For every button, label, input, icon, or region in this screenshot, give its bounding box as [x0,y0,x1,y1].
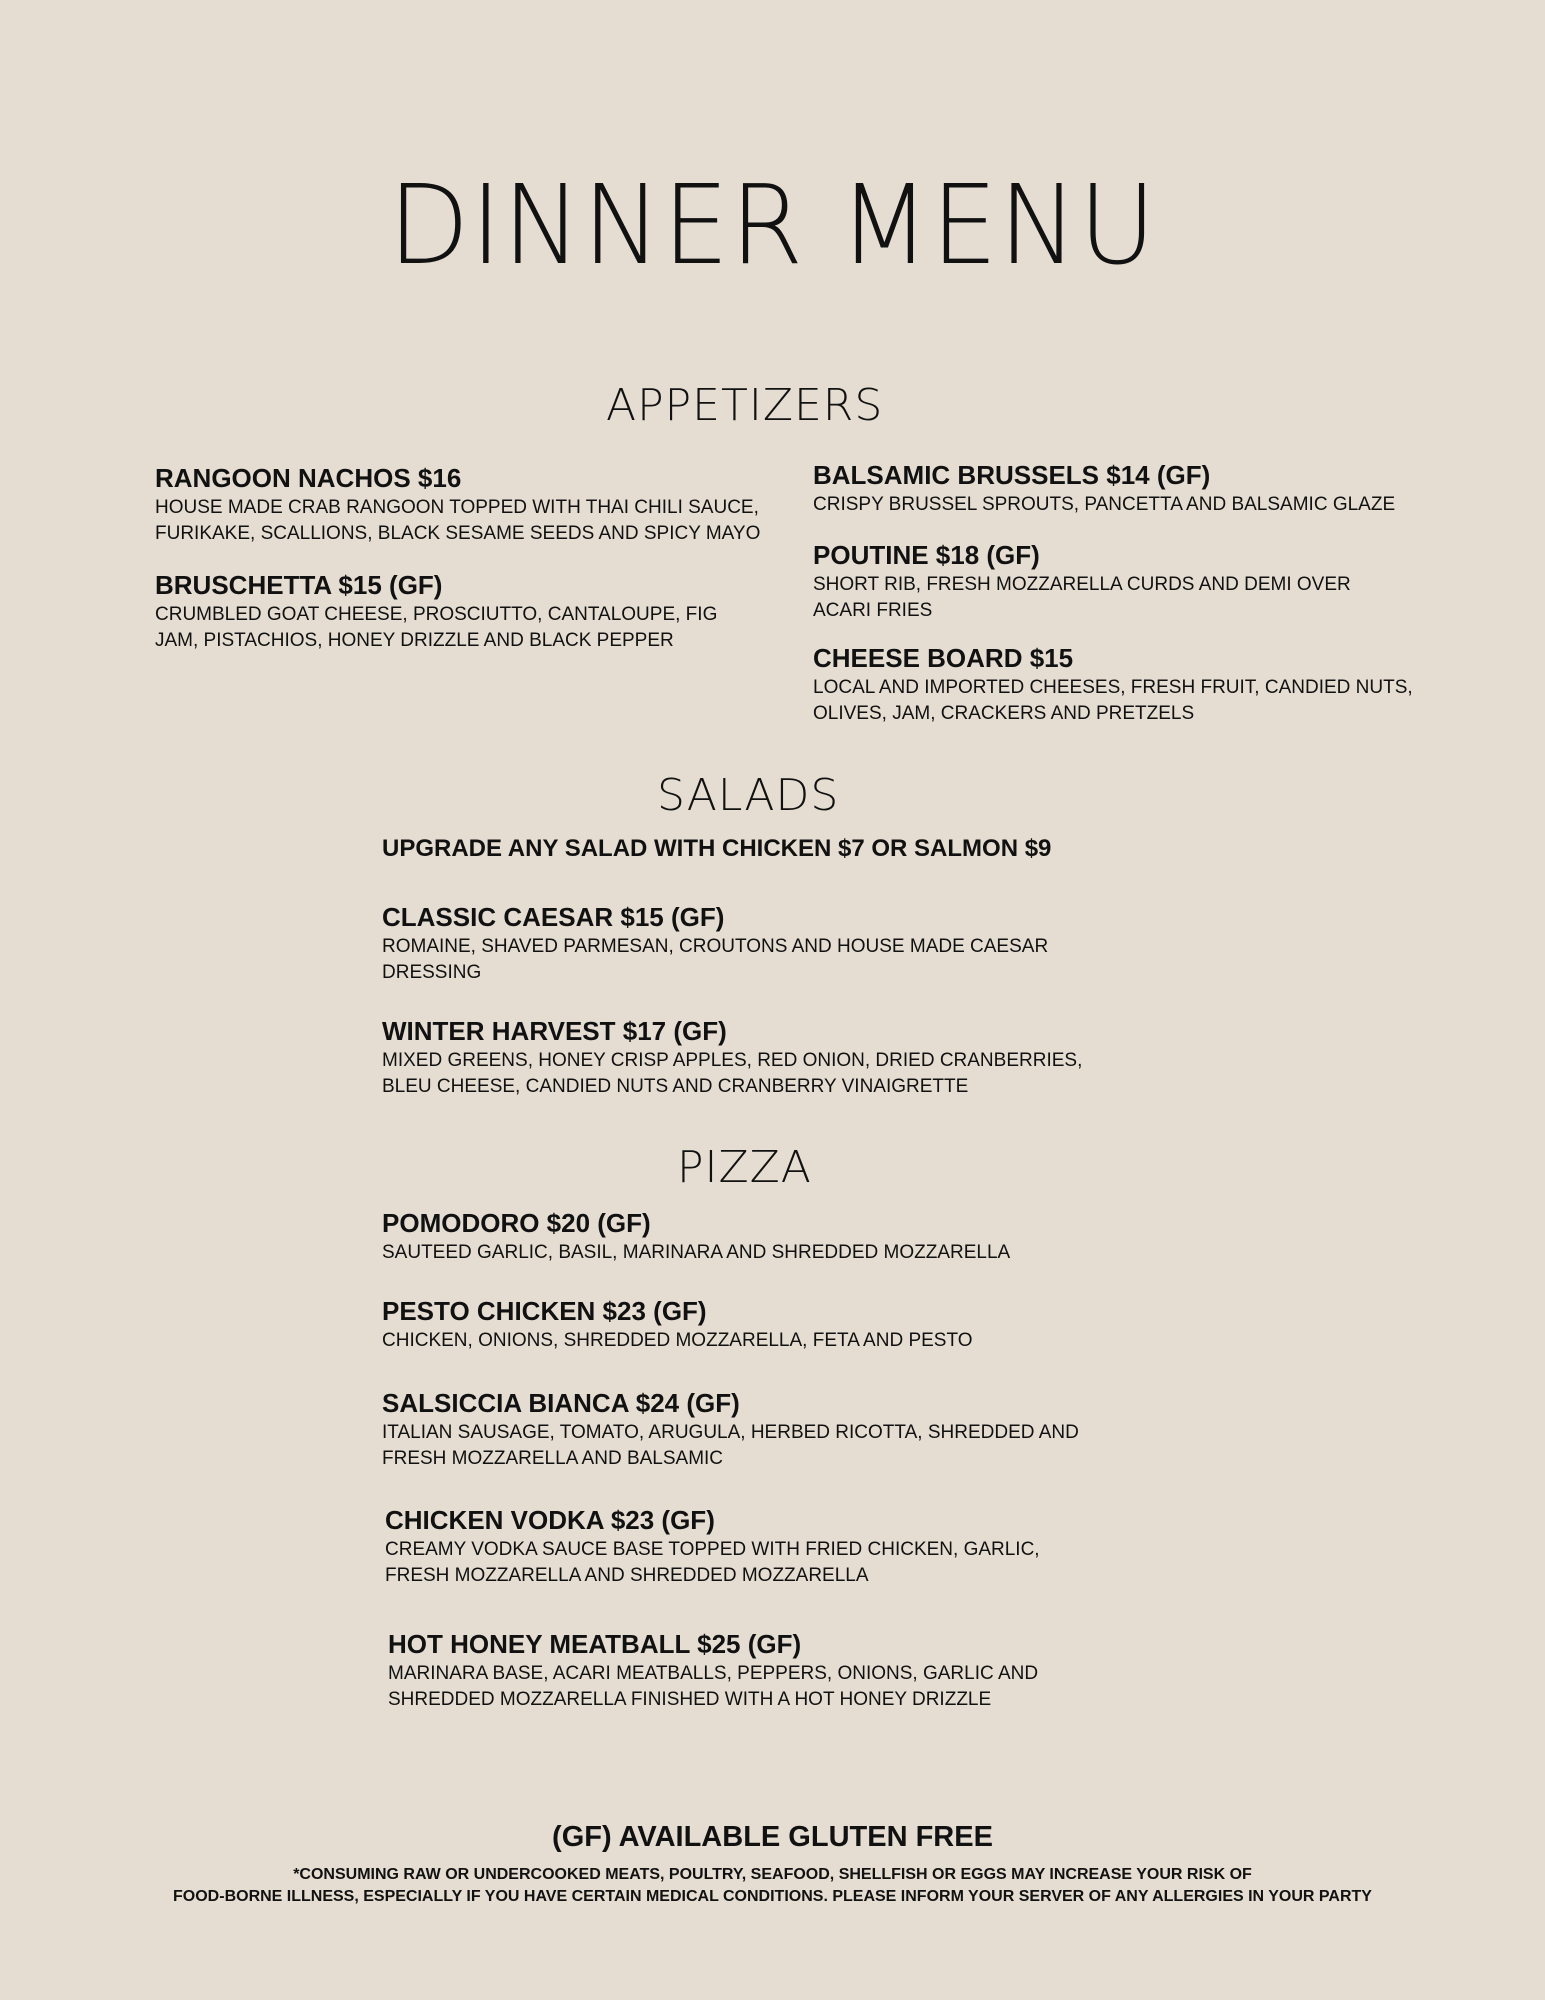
item-description: SHORT RIB, FRESH MOZZARELLA CURDS AND DEMI OVER ACARI FRIES [813,574,1351,621]
menu-item-salsiccia-bianca [382,1388,1102,1472]
item-name: BRUSCHETTA $15 (GF) [155,570,443,600]
salads-heading: SALADS [657,770,840,821]
menu-item-rangoon-nachos [155,463,775,547]
item-name: WINTER HARVEST $17 (GF) [382,1016,727,1046]
item-description: CRISPY BRUSSEL SPROUTS, PANCETTA AND BALSAMIC GLAZE [813,494,1396,515]
item-description: ROMAINE, SHAVED PARMESAN, CROUTONS AND HOUSE MADE CAESAR DRESSING [382,936,1049,983]
appetizers-heading: APPETIZERS [606,380,884,431]
salad-upgrade-note: UPGRADE ANY SALAD WITH CHICKEN $7 OR SALMON $9 [382,835,1052,862]
menu-title: DINNER MENU [388,161,1157,289]
item-name: POMODORO $20 (GF) [382,1208,651,1238]
item-description: HOUSE MADE CRAB RANGOON TOPPED WITH THAI CHILI SAUCE, FURIKAKE, SCALLIONS, BLACK SESAME SEEDS AND SPICY MAYO [155,497,761,544]
item-name: RANGOON NACHOS $16 [155,463,462,493]
menu-item-winter-harvest [382,1016,1102,1100]
menu-item-hot-honey-meatball [388,1629,1108,1713]
item-name: HOT HONEY MEATBALL $25 (GF) [388,1629,802,1659]
menu-item-cheese-board [813,643,1443,727]
item-description: SAUTEED GARLIC, BASIL, MARINARA AND SHREDDED MOZZARELLA [382,1242,1011,1263]
item-description: CRUMBLED GOAT CHEESE, PROSCIUTTO, CANTALOUPE, FIG JAM, PISTACHIOS, HONEY DRIZZLE AND BLACK PEPPER [155,604,718,651]
item-name: PESTO CHICKEN $23 (GF) [382,1296,707,1326]
pizza-heading: PIZZA [677,1142,812,1193]
menu-item-bruschetta [155,570,745,654]
item-description: MIXED GREENS, HONEY CRISP APPLES, RED ONION, DRIED CRANBERRIES, BLEU CHEESE, CANDIED NUTS AND CRANBERRY VINAIGRETTE [382,1050,1083,1097]
item-description: LOCAL AND IMPORTED CHEESES, FRESH FRUIT, CANDIED NUTS, OLIVES, JAM, CRACKERS AND PRETZELS [813,677,1413,724]
item-name: CHEESE BOARD $15 [813,643,1074,673]
gluten-free-note: (GF) AVAILABLE GLUTEN FREE [552,1821,993,1853]
item-description: ITALIAN SAUSAGE, TOMATO, ARUGULA, HERBED RICOTTA, SHREDDED AND FRESH MOZZARELLA AND BALSAMIC [382,1422,1079,1469]
item-name: CHICKEN VODKA $23 (GF) [385,1505,715,1535]
item-name: SALSICCIA BIANCA $24 (GF) [382,1388,740,1418]
disclaimer-line-2: FOOD-BORNE ILLNESS, ESPECIALLY IF YOU HAVE CERTAIN MEDICAL CONDITIONS. PLEASE INFORM YOUR SERVER OF ANY ALLERGIES IN YOUR PARTY [173,1888,1372,1905]
item-name: BALSAMIC BRUSSELS $14 (GF) [813,460,1211,490]
disclaimer-line-1: *CONSUMING RAW OR UNDERCOOKED MEATS, POULTRY, SEAFOOD, SHELLFISH OR EGGS MAY INCREASE YOUR RISK OF [293,1866,1252,1883]
menu-item-chicken-vodka [385,1505,1105,1589]
item-description: MARINARA BASE, ACARI MEATBALLS, PEPPERS, ONIONS, GARLIC AND SHREDDED MOZZARELLA FINISHED WITH A HOT HONEY DRIZZLE [388,1663,1039,1710]
menu-item-poutine [813,540,1373,624]
item-name: POUTINE $18 (GF) [813,540,1040,570]
menu-item-pesto-chicken [382,1296,1102,1354]
item-description: CREAMY VODKA SAUCE BASE TOPPED WITH FRIED CHICKEN, GARLIC, FRESH MOZZARELLA AND SHREDDED MOZZARELLA [385,1539,1040,1586]
menu-item-balsamic-brussels [813,460,1433,518]
menu-item-classic-caesar [382,902,1102,986]
item-name: CLASSIC CAESAR $15 (GF) [382,902,725,932]
menu-item-pomodoro [382,1208,1102,1266]
item-description: CHICKEN, ONIONS, SHREDDED MOZZARELLA, FETA AND PESTO [382,1330,973,1351]
